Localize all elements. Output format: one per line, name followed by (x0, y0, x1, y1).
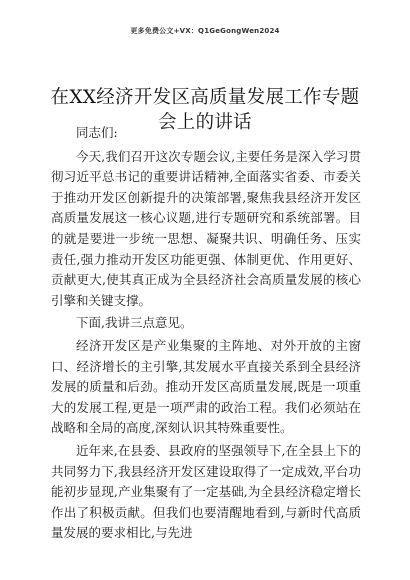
document-title: 在XX经济开发区高质量发展工作专题会上的讲话 (50, 87, 360, 134)
paragraph: 近年来,在县委、县政府的坚强领导下,在全县上下的共同努力下,我县经济开发区建设取得了一定成效,平台功能初步显现,产业集聚有了一定基础,为全县经济稳定增长作出了积极贡献。但我们也要清醒地看到,与新时代高质量发展的要求相比,与先进 (51, 442, 361, 541)
paragraph: 下面,我讲三点意见。 (76, 315, 193, 331)
paragraph: 经济开发区是产业集聚的主阵地、对外开放的主窗口、经济增长的主引擎,其发展水平直接关系到全县经济发展的质量和后劲。推动开发区高质量发展,既是一项重大的发展工程,更是一项严肃的政治工程。我们必须站在战略和全局的高度,深刻认识其特殊重要性。 (51, 337, 361, 436)
header-note: 更多免费公文+VX：Q1GeGongWen2024 (130, 27, 280, 35)
paragraph: 今天,我们召开这次专题会议,主要任务是深入学习贯彻习近平总书记的重要讲话精神,全面落实省委、市委关于推动开发区创新提升的决策部署,聚焦我县经济开发区高质量发展这一核心议题,进行专题研究和系统部署。目的就是要进一步统一思想、凝聚共识、明确任务、压实责任,强力推动开发区功能更强、体制更优、作用更好、贡献更大,使其真正成为全县经济社会高质量发展的核心引擎和关键支撑。 (51, 148, 361, 308)
document-body (51, 123, 361, 544)
greeting: 同志们: (76, 125, 118, 140)
